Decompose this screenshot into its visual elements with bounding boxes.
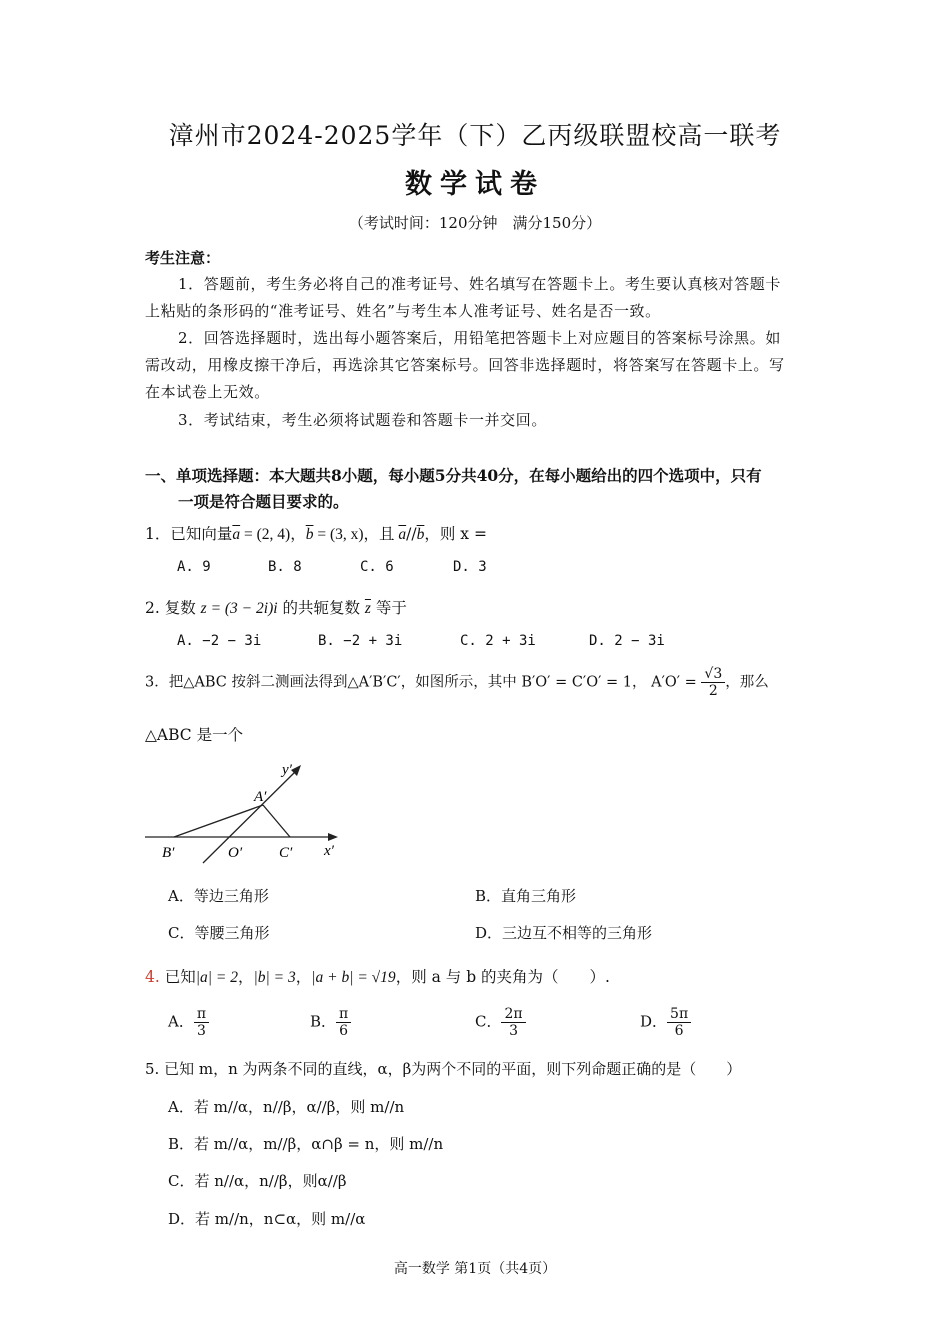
q5-option-b[interactable]: B．若 m//α，m//β，α∩β = n，则 m//n [168,1135,444,1153]
q1-option-a[interactable]: A. 9 [177,559,211,575]
q3-stem: 3．把△ABC 按斜二测画法得到△A′B′C′，如图所示，其中 B′O′ = C′O′ = 1， A′O′ = $\frac{√3}{2}$ ，那么 [145,666,769,699]
q2-stem: 2. 复数 z = (3 − 2i)i 的共轭复数 $\overline{z}$ 等于 [145,599,407,617]
z-conjugate: $\overline{z}$ [364,600,371,617]
label-y-axis: y′ [282,762,292,778]
q4-number: 4. [145,968,160,986]
notice-item3: 3．考试结束，考生必须将试题卷和答题卡一并交回。 [178,411,547,429]
q3-option-c[interactable]: C．等腰三角形 [168,924,270,942]
exam-title: 漳州市2024-2025学年（下）乙丙级联盟校高一联考 [168,121,782,150]
label-c: C′ [279,845,293,861]
section1-heading-line1: 一、单项选择题：本大题共8小题，每小题5分共40分，在每小题给出的四个选项中，只有 [145,466,762,485]
page-footer: 高一数学 第1页（共4页） [393,1261,557,1277]
q4-stem: 4. 已知|a| = 2，|b| = 3，|a + b| = √19，则 a 与 b 的夹角为（ ）. [145,968,610,986]
notice-item2-line2: 需改动，用橡皮擦干净后，再选涂其它答案标号。回答非选择题时，将答案写在答题卡上。写 [145,356,785,374]
q3-option-a[interactable]: A．等边三角形 [168,887,269,905]
notice-item1-line1: 1．答题前，考生务必将自己的准考证号、姓名填写在答题卡上。考生要认真核对答题卡 [178,275,781,293]
q1-option-d[interactable]: D. 3 [453,559,487,575]
q5-option-d[interactable]: D．若 m//n，n⊂α，则 m//α [168,1210,366,1228]
q1-option-c[interactable]: C. 6 [360,559,394,575]
q3-option-b[interactable]: B．直角三角形 [475,887,577,905]
q5-option-c[interactable]: C．若 n//α，n//β，则α//β [168,1172,347,1190]
label-o: O′ [228,845,243,861]
q4-option-c[interactable]: C． $\frac{2\pi}{3}$ [475,1006,526,1039]
q2-option-d[interactable]: D. 2 − 3i [589,633,665,649]
notice-item2-line3: 在本试卷上无效。 [145,383,270,401]
q2-option-b[interactable]: B. −2 + 3i [318,633,403,649]
q4-option-a[interactable]: A． $\frac{\pi}{3}$ [168,1006,209,1039]
q5-option-a[interactable]: A．若 m//α，n//β，α//β，则 m//n [168,1098,405,1116]
paper-subtitle: 数学试卷 [405,169,545,200]
q1-option-b[interactable]: B. 8 [268,559,302,575]
fraction-sqrt3-over-2: $\frac{√3}{2}$ [701,666,725,699]
oblique-projection-figure [140,755,350,865]
q4-option-d[interactable]: D． $\frac{5\pi}{6}$ [640,1006,691,1039]
label-a: A′ [254,789,267,805]
segment-a-c [263,805,290,837]
notice-item1-line2: 上粘贴的条形码的“准考证号、姓名”与考生本人准考证号、姓名是否一致。 [145,302,661,320]
notice-item2-line1: 2．回答选择题时，选出每小题答案后，用铅笔把答题卡上对应题目的答案标号涂黑。如 [178,329,781,347]
x-axis-arrow [328,833,338,841]
q1-stem: 1．已知向量$\overline{a} = (2$, 4)，$\overline{b} = (3$, x)，且 $\overline{a}//\overline{b}$，则 x = [145,525,487,543]
q4-option-b[interactable]: B． $\frac{\pi}{6}$ [310,1006,351,1039]
exam-info: （考试时间：120分钟 满分150分） [348,214,602,232]
q2-option-a[interactable]: A. −2 − 3i [177,633,262,649]
segment-b-a [174,805,263,837]
vector-a: $\overline{a}$ [232,526,241,543]
notice-heading: 考生注意： [145,249,221,267]
vector-b: $\overline{b}$ [305,526,314,543]
q5-stem: 5. 已知 m，n 为两条不同的直线，α，β为两个不同的平面，则下列命题正确的是（ ） [145,1060,742,1078]
section1-heading-line2: 一项是符合题目要求的。 [178,492,349,511]
q2-option-c[interactable]: C. 2 + 3i [460,633,536,649]
label-x-axis: x′ [324,843,334,859]
q3-option-d[interactable]: D．三边互不相等的三角形 [475,924,653,942]
label-b: B′ [162,845,175,861]
q3-stem-line2: △ABC 是一个 [145,726,244,744]
